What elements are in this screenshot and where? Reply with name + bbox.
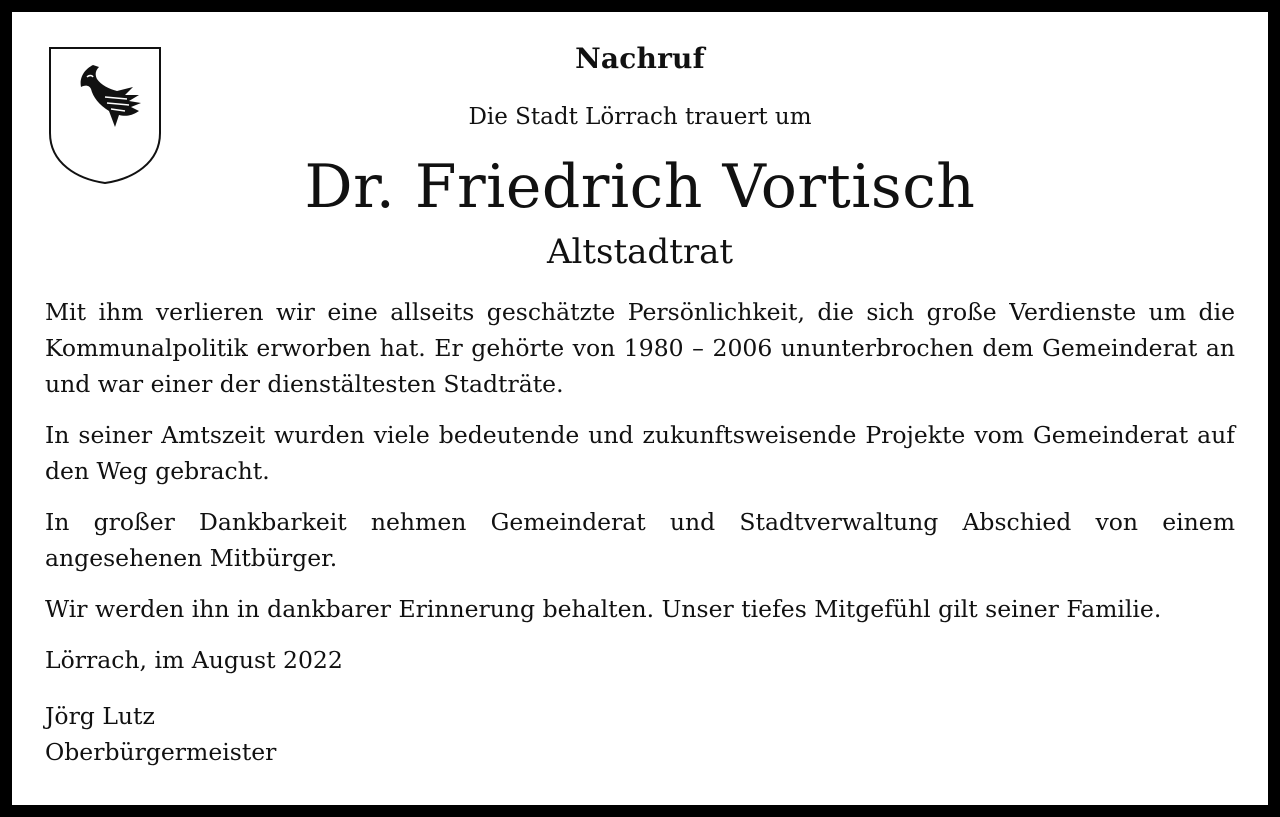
signatory-name: Jörg Lutz [45,702,155,730]
signatory-title: Oberbürgermeister [45,738,277,766]
place-date: Lörrach, im August 2022 [45,646,343,674]
body-paragraph: Wir werden ihn in dankbarer Erinnerung behalten. Unser tiefes Mitgefühl gilt seiner Familie. [45,595,1162,623]
signature-block [45,698,1235,770]
deceased-role: Altstadtrat [546,232,734,272]
body-paragraph: In seiner Amtszeit wurden viele bedeutende und zukunftsweisende Projekte vom Gemeinderat auf den Weg gebracht. [45,421,1235,485]
notice-title: Nachruf [575,42,705,75]
deceased-name: Dr. Friedrich Vortisch [304,152,976,222]
body-paragraph: In großer Dankbarkeit nehmen Gemeinderat und Stadtverwaltung Abschied von einem angesehenen Mitbürger. [45,508,1235,572]
obituary-notice [12,12,1268,805]
body-paragraph: Mit ihm verlieren wir eine allseits geschätzte Persönlichkeit, die sich große Verdienste um die Kommunalpolitik erworben hat. Er gehörte von 1980 – 2006 ununterbrochen dem Gemeinderat an und war einer der dienstältesten Stadträte. [45,298,1235,398]
notice-body [45,294,1235,770]
notice-subtitle: Die Stadt Lörrach trauert um [468,104,812,130]
